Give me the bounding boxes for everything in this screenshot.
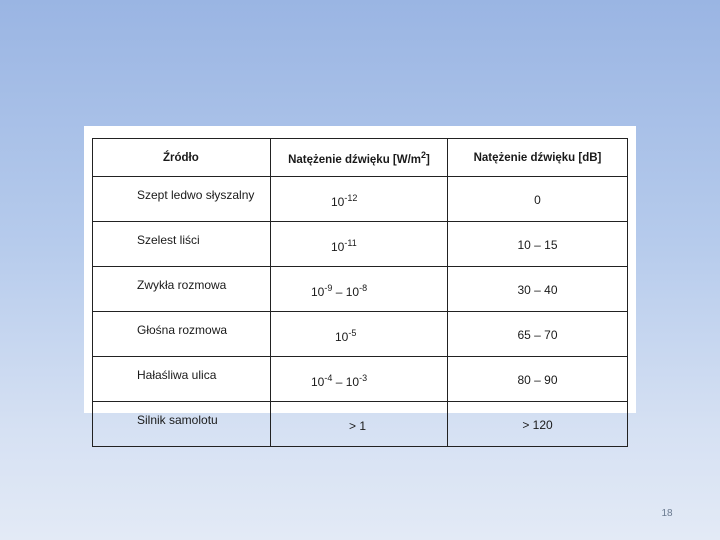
cell-intensity-db: 65 – 70 — [448, 312, 628, 357]
cell-source: Szept ledwo słyszalny — [93, 177, 271, 222]
intensity-base: 10 — [331, 195, 345, 209]
intensity-base: > 1 — [349, 419, 367, 433]
header-intensity-db: Natężenie dźwięku [dB] — [448, 139, 628, 177]
intensity-exponent: -12 — [344, 193, 358, 203]
intensity-base: 10 — [311, 375, 325, 389]
intensity-exponent-upper: -3 — [359, 373, 368, 383]
table-header-row — [93, 139, 628, 177]
table-row — [93, 267, 628, 312]
table-row — [93, 357, 628, 402]
intensity-exponent-upper: -8 — [359, 283, 368, 293]
intensity-base-upper: 10 — [345, 285, 360, 299]
cell-intensity-wm2 — [271, 222, 448, 267]
intensity-base: 10 — [335, 330, 349, 344]
intensity-base: 10 — [311, 285, 325, 299]
intensity-base: 10 — [331, 240, 345, 254]
header-intensity-wm2 — [271, 139, 448, 177]
cell-intensity-wm2 — [271, 402, 448, 447]
cell-intensity-db: 0 — [448, 177, 628, 222]
intensity-base-upper: 10 — [345, 375, 360, 389]
cell-intensity-db: > 120 — [448, 402, 628, 447]
cell-source: Silnik samolotu — [93, 402, 271, 447]
intensity-exponent: -11 — [344, 238, 357, 248]
intensity-exponent: -9 — [324, 283, 333, 293]
cell-source: Zwykła rozmowa — [93, 267, 271, 312]
intensity-range-separator: – — [332, 375, 346, 389]
slide-number: 18 — [661, 508, 673, 519]
table-row — [93, 177, 628, 222]
intensity-exponent: -5 — [348, 328, 357, 338]
header-intensity-prefix: Natężenie dźwięku [W/m — [288, 153, 422, 166]
cell-intensity-db: 10 – 15 — [448, 222, 628, 267]
header-intensity-suffix: ] — [426, 153, 430, 166]
header-source: Źródło — [93, 139, 271, 177]
sound-intensity-table-panel — [84, 126, 636, 433]
cell-source: Hałaśliwa ulica — [93, 357, 271, 402]
table-row — [93, 222, 628, 267]
cell-intensity-wm2 — [271, 177, 448, 222]
cell-intensity-db: 30 – 40 — [448, 267, 628, 312]
cell-source: Szelest liści — [93, 222, 271, 267]
sound-intensity-table — [92, 138, 628, 447]
header-intensity-sup: 2 — [421, 149, 427, 160]
cell-intensity-wm2 — [271, 267, 448, 312]
table-row — [93, 402, 628, 447]
cell-intensity-wm2 — [271, 357, 448, 402]
cell-intensity-db: 80 – 90 — [448, 357, 628, 402]
table-row — [93, 312, 628, 357]
intensity-exponent: -4 — [324, 373, 333, 383]
cell-source: Głośna rozmowa — [93, 312, 271, 357]
cell-intensity-wm2 — [271, 312, 448, 357]
intensity-range-separator: – — [332, 285, 346, 299]
